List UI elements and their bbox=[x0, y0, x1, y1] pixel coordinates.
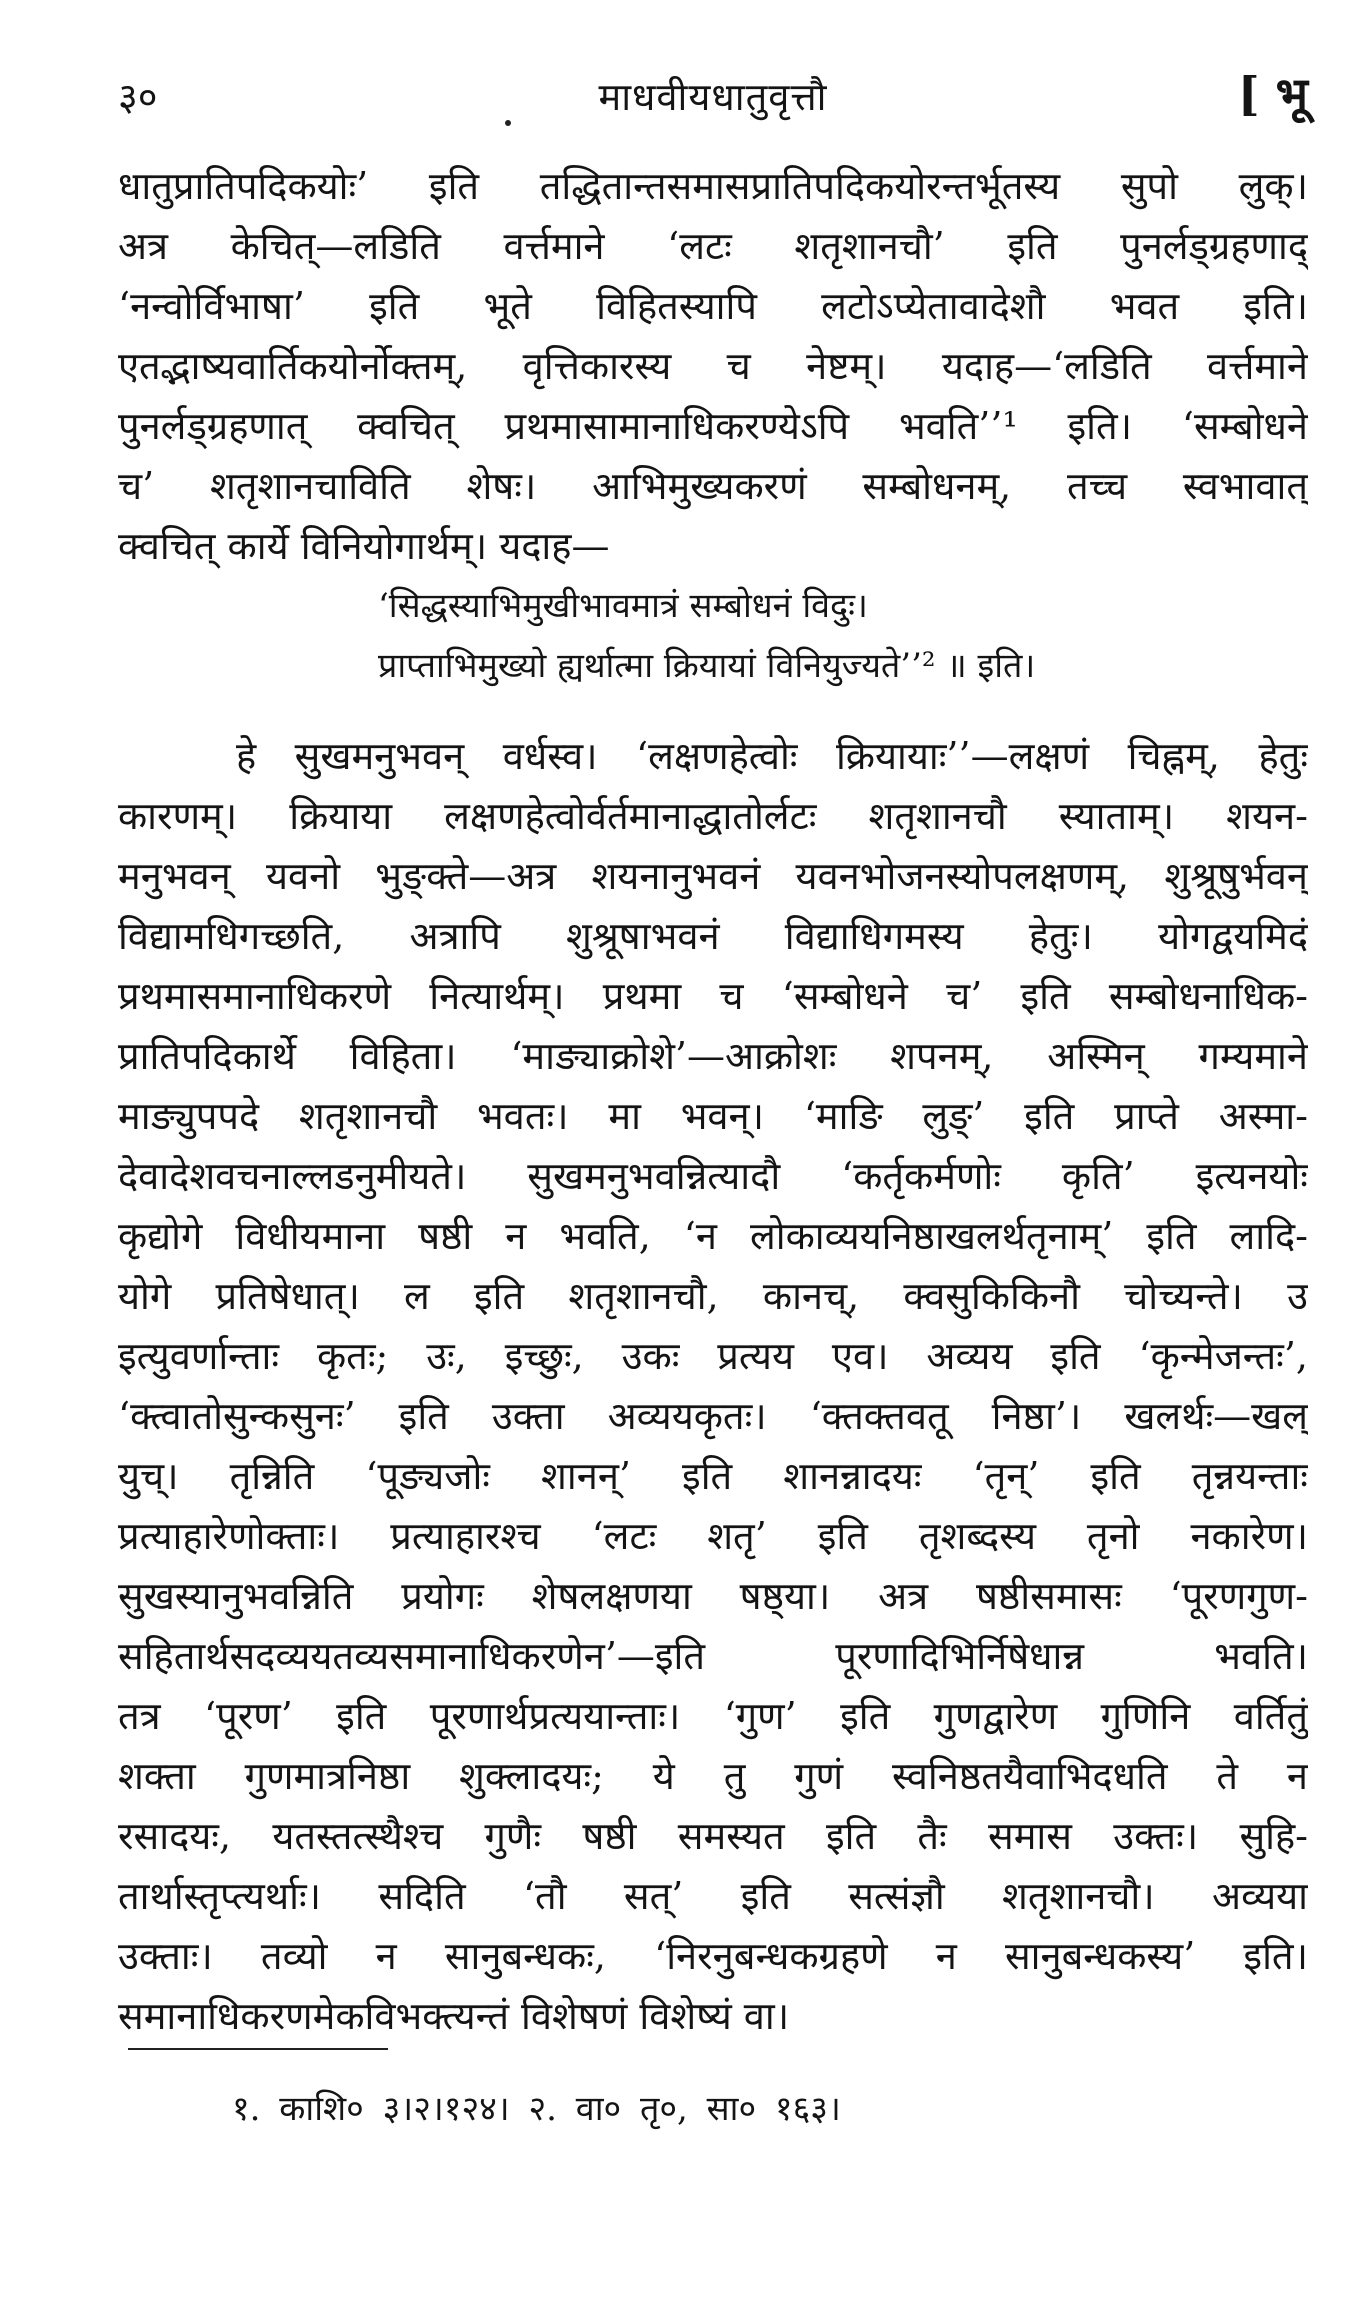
text-line: तार्थास्तृप्त्यर्थाः। सदिति ‘तौ सत्’ इति सत्संज्ञौ शतृशानचौ। अव्यया bbox=[118, 1874, 1308, 1918]
text-line: विद्यामधिगच्छति, अत्रापि शुश्रूषाभवनं विद्याधिगमस्य हेतुः। योगद्वयमिदं bbox=[118, 914, 1308, 958]
main-text bbox=[118, 156, 1308, 2046]
text-line: प्रातिपदिकार्थे विहिता। ‘माङ्याक्रोशे’—आक्रोशः शपनम्, अस्मिन् गम्यमाने bbox=[118, 1034, 1308, 1078]
text-line: ‘क्त्वातोसुन्कसुनः’ इति उक्ता अव्ययकृतः। ‘क्तक्तवतू निष्ठा’। खलर्थः—खल् bbox=[118, 1394, 1308, 1438]
text-line: सुखस्यानुभवन्निति प्रयोगः शेषलक्षणया षष्ठ्या। अत्र षष्ठीसमासः ‘पूरणगुण- bbox=[118, 1574, 1308, 1618]
text-line: एतद्भाष्यवार्तिकयोर्नोक्तम्, वृत्तिकारस्य च नेष्टम्। यदाह—‘लडिति वर्त्तमाने bbox=[118, 344, 1308, 388]
verse-line: प्राप्ताभिमुख्यो ह्यर्थात्मा क्रियायां विनियुज्यते’’² ॥ इति। bbox=[378, 646, 1036, 686]
text-line: धातुप्रातिपदिकयोः’ इति तद्धितान्तसमासप्रातिपदिकयोरन्तर्भूतस्य सुपो लुक्। bbox=[118, 164, 1308, 208]
text-line: सहितार्थसदव्ययतव्यसमानाधिकरणेन’—इति पूरणादिभिर्निषेधान्न भवति। bbox=[118, 1634, 1308, 1678]
text-line: समानाधिकरणमेकविभक्त्यन्तं विशेषणं विशेष्यं वा। bbox=[118, 1994, 790, 2038]
text-line: क्वचित् कार्ये विनियोगार्थम्। यदाह— bbox=[118, 524, 610, 568]
text-line: युच्। तृन्निति ‘पूङ्यजोः शानन्’ इति शानन्नादयः ‘तृन्’ इति तृन्नयन्ताः bbox=[118, 1454, 1308, 1498]
paragraph-gap bbox=[118, 696, 1308, 726]
page-header bbox=[118, 62, 1308, 122]
section-mark: [ भू bbox=[1237, 67, 1308, 121]
text-line: च’ शतृशानचाविति शेषः। आभिमुख्यकरणं सम्बोधनम्, तच्च स्वभावात् bbox=[118, 464, 1308, 508]
text-line: अत्र केचित्—लडिति वर्त्तमाने ‘लटः शतृशानचौ’ इति पुनर्लड्ग्रहणाद् bbox=[118, 224, 1308, 268]
text-line: रसादयः, यतस्तत्स्थैश्च गुणैः षष्ठी समस्यत इति तैः समास उक्तः। सुहि- bbox=[118, 1814, 1308, 1858]
text-line: योगे प्रतिषेधात्। ल इति शतृशानचौ, कानच्, क्वसुकिकिनौ चोच्यन्ते। उ bbox=[118, 1274, 1308, 1318]
page-number: ३० bbox=[118, 75, 158, 119]
text-line: प्रथमासमानाधिकरणे नित्यार्थम्। प्रथमा च ‘सम्बोधने च’ इति सम्बोधनाधिक- bbox=[118, 974, 1308, 1018]
text-line: ‘नन्वोर्विभाषा’ इति भूते विहितस्यापि लटोऽप्येतावादेशौ भवत इति। bbox=[118, 284, 1308, 328]
text-line: प्रत्याहारेणोक्ताः। प्रत्याहारश्च ‘लटः शतृ’ इति तृशब्दस्य तृनो नकारेण। bbox=[118, 1514, 1308, 1558]
footnote-divider bbox=[128, 2048, 388, 2050]
text-line: देवादेशवचनाल्लडनुमीयते। सुखमनुभवन्नित्यादौ ‘कर्तृकर्मणोः कृति’ इत्यनयोः bbox=[118, 1154, 1308, 1198]
running-title: माधवीयधातुवृत्तौ bbox=[598, 75, 828, 119]
text-line: पुनर्लड्ग्रहणात् क्वचित् प्रथमासामानाधिकरण्येऽपि भवति’’¹ इति। ‘सम्बोधने bbox=[118, 404, 1308, 448]
text-line: कृद्योगे विधीयमाना षष्ठी न भवति, ‘न लोकाव्ययनिष्ठाखलर्थतृनाम्’ इति लादि- bbox=[118, 1214, 1308, 1258]
text-line: मनुभवन् यवनो भुङ्क्ते—अत्र शयनानुभवनं यवनभोजनस्योपलक्षणम्, शुश्रूषुर्भवन् bbox=[118, 854, 1308, 898]
text-line: इत्युवर्णान्ताः कृतः; उः, इच्छुः, उकः प्रत्यय एव। अव्यय इति ‘कृन्मेजन्तः’, bbox=[118, 1334, 1308, 1378]
footnote: १. काशि० ३।२।१२४। २. वा० तृ०, सा० १६३। bbox=[232, 2089, 841, 2129]
text-line: तत्र ‘पूरण’ इति पूरणार्थप्रत्ययान्ताः। ‘गुण’ इति गुणद्वारेण गुणिनि वर्तितुं bbox=[118, 1694, 1308, 1738]
text-line: कारणम्। क्रियाया लक्षणहेत्वोर्वर्तमानाद्धातोर्लटः शतृशानचौ स्याताम्। शयन- bbox=[118, 794, 1308, 838]
text-line: शक्ता गुणमात्रनिष्ठा शुक्लादयः; ये तु गुणं स्वनिष्ठतयैवाभिदधति ते न bbox=[118, 1754, 1308, 1798]
text-line: हे सुखमनुभवन् वर्धस्व। ‘लक्षणहेत्वोः क्रियायाः’’—लक्षणं चिह्नम्, हेतुः bbox=[236, 734, 1308, 778]
text-line: माङ्युपपदे शतृशानचौ भवतः। मा भवन्। ‘माङि लुङ्’ इति प्राप्ते अस्मा- bbox=[118, 1094, 1308, 1138]
verse-line: ‘सिद्धस्याभिमुखीभावमात्रं सम्बोधनं विदुः। bbox=[378, 586, 868, 626]
text-line: उक्ताः। तव्यो न सानुबन्धकः, ‘निरनुबन्धकग्रहणे न सानुबन्धकस्य’ इति। bbox=[118, 1934, 1308, 1978]
print-speck bbox=[505, 120, 511, 126]
